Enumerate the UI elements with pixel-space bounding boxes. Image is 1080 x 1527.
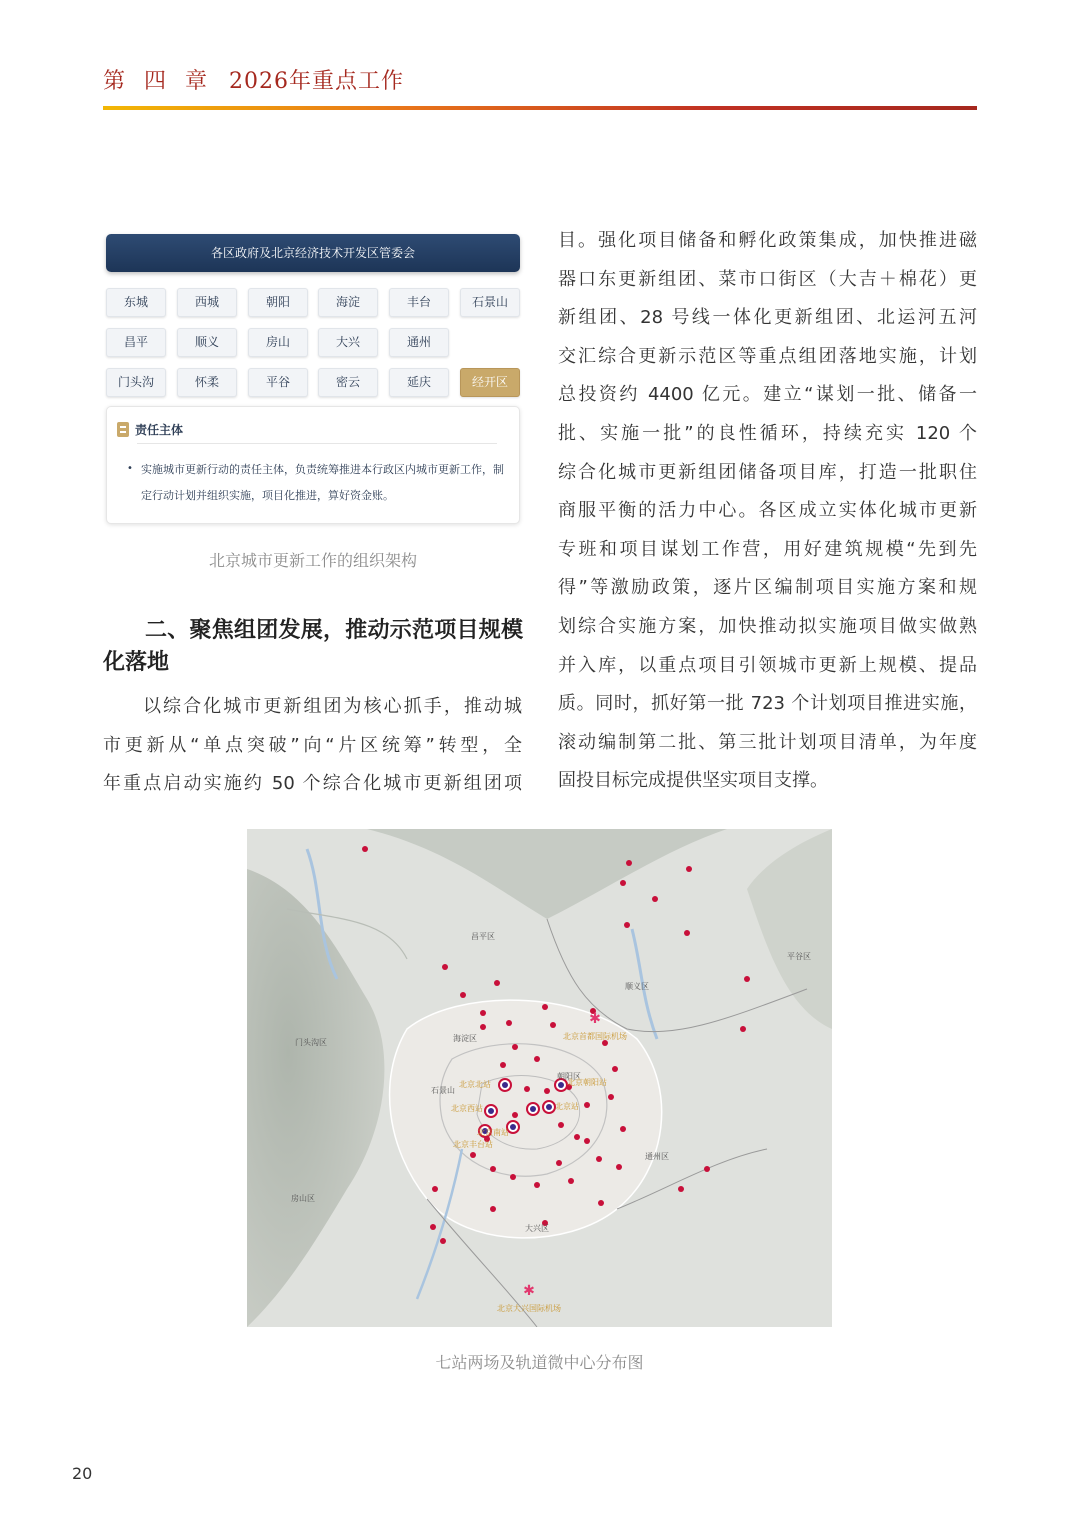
text-line: 总投资约 4400 亿元。建立“谋划一批、储备一	[558, 384, 977, 406]
district-16: 经开区	[460, 368, 520, 397]
duty-box	[106, 406, 520, 524]
chapter-header	[103, 64, 404, 95]
project-marker	[544, 1088, 550, 1094]
project-marker	[684, 930, 690, 936]
station-label: 北京站	[555, 1102, 579, 1111]
station-marker-core	[558, 1082, 564, 1088]
text-line: 滚动编制第二批、第三批计划项目清单，为年度	[558, 731, 977, 753]
project-marker	[740, 1026, 746, 1032]
project-marker	[624, 922, 630, 928]
text-line: 器口东更新组团、菜市口街区（大吉＋棉花）更	[558, 268, 977, 290]
duty-text: 实施城市更新行动的责任主体，负责统筹推进本行政区内城市更新工作，制定行动计划并组织实施，项目化推进，算好资金账。	[141, 463, 504, 502]
chapter-number: 第 四 章	[103, 69, 213, 94]
district-label: 海淀区	[453, 1034, 477, 1043]
project-marker	[534, 1056, 540, 1062]
station-label: 北京西站	[451, 1104, 483, 1113]
district-13: 平谷	[248, 368, 308, 397]
project-marker	[432, 1186, 438, 1192]
district-10: 通州	[389, 328, 449, 357]
station-marker-core	[502, 1082, 508, 1088]
project-marker	[744, 976, 750, 982]
text-line: 目。强化项目储备和孵化政策集成，加快推进磁	[558, 230, 977, 251]
district-12: 怀柔	[177, 368, 237, 397]
district-label: 石景山	[431, 1086, 455, 1095]
project-marker	[490, 1206, 496, 1212]
map-caption: 七站两场及轨道微中心分布图	[435, 1353, 644, 1372]
district-2: 朝阳	[248, 288, 308, 317]
text-line: 交汇综合更新示范区等重点组团落地实施，计划	[558, 345, 977, 367]
text-line: 市更新从“单点突破”向“片区统筹”转型，全	[103, 734, 522, 756]
district-label: 门头沟区	[295, 1038, 327, 1047]
station-label: 北京朝阳站	[567, 1078, 607, 1087]
district-6: 昌平	[106, 328, 166, 357]
district-7: 顺义	[177, 328, 237, 357]
project-marker	[480, 1024, 486, 1030]
text-line: 年重点启动实施约 50 个综合化城市更新组团项	[103, 773, 522, 795]
district-15: 延庆	[389, 368, 449, 397]
district-9: 大兴	[318, 328, 378, 357]
project-marker	[500, 1062, 506, 1068]
district-label: 朝阳区	[557, 1072, 581, 1081]
project-marker	[616, 1164, 622, 1170]
district-8: 房山	[248, 328, 308, 357]
project-marker	[626, 860, 632, 866]
project-marker	[620, 1126, 626, 1132]
project-marker	[686, 866, 692, 872]
project-marker	[556, 1160, 562, 1166]
district-0: 东城	[106, 288, 166, 317]
project-marker	[612, 1066, 618, 1072]
station-marker-core	[546, 1104, 552, 1110]
text-line: 划综合实施方案，加快推动拟实施项目做实做熟	[558, 615, 977, 637]
project-marker	[704, 1166, 710, 1172]
project-marker	[608, 1094, 614, 1100]
project-marker	[596, 1156, 602, 1162]
project-marker	[506, 1020, 512, 1026]
text-line: 质。同时，抓好第一批 723 个计划项目推进实施，	[558, 693, 977, 715]
station-label: 北京大兴国际机场	[497, 1304, 561, 1313]
left-paragraph	[103, 688, 522, 804]
project-marker	[550, 1022, 556, 1028]
project-marker	[652, 896, 658, 902]
station-marker-core	[530, 1106, 536, 1112]
district-label: 顺义区	[625, 982, 649, 991]
text-line: 得”等激励政策，逐片区编制项目实施方案和规	[558, 577, 977, 599]
airport-icon: ✱	[523, 1283, 535, 1299]
project-marker	[584, 1102, 590, 1108]
text-line: 并入库，以重点项目引领城市更新上规模、提品	[558, 654, 977, 676]
text-line: 综合化城市更新组团储备项目库，打造一批职住	[558, 461, 977, 483]
project-marker	[362, 846, 368, 852]
station-label: 北京北站	[459, 1080, 491, 1089]
project-marker	[534, 1182, 540, 1188]
district-label: 通州区	[645, 1152, 669, 1161]
page-number: 20	[72, 1464, 93, 1483]
station-marker-core	[488, 1108, 494, 1114]
station-marker-core	[510, 1124, 516, 1130]
project-marker	[460, 992, 466, 998]
text-line: 商服平衡的活力中心。各区成立实体化城市更新	[558, 500, 977, 522]
duty-title: 责任主体	[135, 423, 184, 437]
duty-header	[117, 421, 183, 438]
project-marker	[440, 1238, 446, 1244]
bullet-icon: •	[127, 463, 133, 474]
project-marker	[678, 1186, 684, 1192]
district-label: 平谷区	[787, 952, 811, 961]
project-marker	[524, 1086, 530, 1092]
project-marker	[542, 1004, 548, 1010]
district-label: 大兴区	[525, 1224, 549, 1233]
station-label: 北京首都国际机场	[563, 1032, 627, 1041]
station-label: 北京丰台站	[453, 1140, 493, 1149]
text-line: 以综合化城市更新组团为核心抓手，推动城	[143, 696, 522, 717]
project-marker	[470, 1152, 476, 1158]
chapter-title: 2026年重点工作	[229, 69, 404, 94]
project-marker	[430, 1224, 436, 1230]
district-14: 密云	[318, 368, 378, 397]
distribution-map	[247, 829, 832, 1327]
section-heading: 二、聚焦组团发展，推动示范项目规模化落地	[103, 618, 523, 675]
project-marker	[442, 964, 448, 970]
text-line: 固投目标完成提供坚实项目支撑。	[558, 770, 828, 792]
project-marker	[490, 1166, 496, 1172]
org-chart-title: 各区政府及北京经济技术开发区管委会	[106, 234, 520, 272]
district-5: 石景山	[460, 288, 520, 317]
header-divider	[103, 106, 977, 110]
district-11: 门头沟	[106, 368, 166, 397]
project-marker	[574, 1134, 580, 1140]
org-chart-caption: 北京城市更新工作的组织架构	[208, 551, 417, 570]
district-label: 昌平区	[471, 932, 495, 941]
org-chart	[104, 232, 522, 524]
duty-divider	[137, 443, 497, 444]
project-marker	[584, 1138, 590, 1144]
project-marker	[568, 1178, 574, 1184]
project-marker	[510, 1174, 516, 1180]
document-icon	[117, 422, 129, 437]
text-line: 专班和项目谋划工作营，用好建筑规模“先到先	[558, 538, 977, 560]
map-svg	[247, 829, 832, 1327]
district-3: 海淀	[318, 288, 378, 317]
right-paragraph	[558, 222, 977, 801]
text-line: 新组团、28 号线一体化更新组团、北运河五河	[558, 307, 977, 329]
airport-icon: ✱	[589, 1011, 601, 1027]
project-marker	[480, 1010, 486, 1016]
station-label: 北京南站	[477, 1128, 509, 1137]
project-marker	[558, 1122, 564, 1128]
project-marker	[598, 1200, 604, 1206]
project-marker	[512, 1044, 518, 1050]
text-line: 批、实施一批”的良性循环，持续充实 120 个	[558, 422, 977, 444]
project-marker	[620, 880, 626, 886]
district-label: 房山区	[291, 1194, 315, 1203]
district-4: 丰台	[389, 288, 449, 317]
district-1: 西城	[177, 288, 237, 317]
project-marker	[494, 980, 500, 986]
project-marker	[512, 1112, 518, 1118]
